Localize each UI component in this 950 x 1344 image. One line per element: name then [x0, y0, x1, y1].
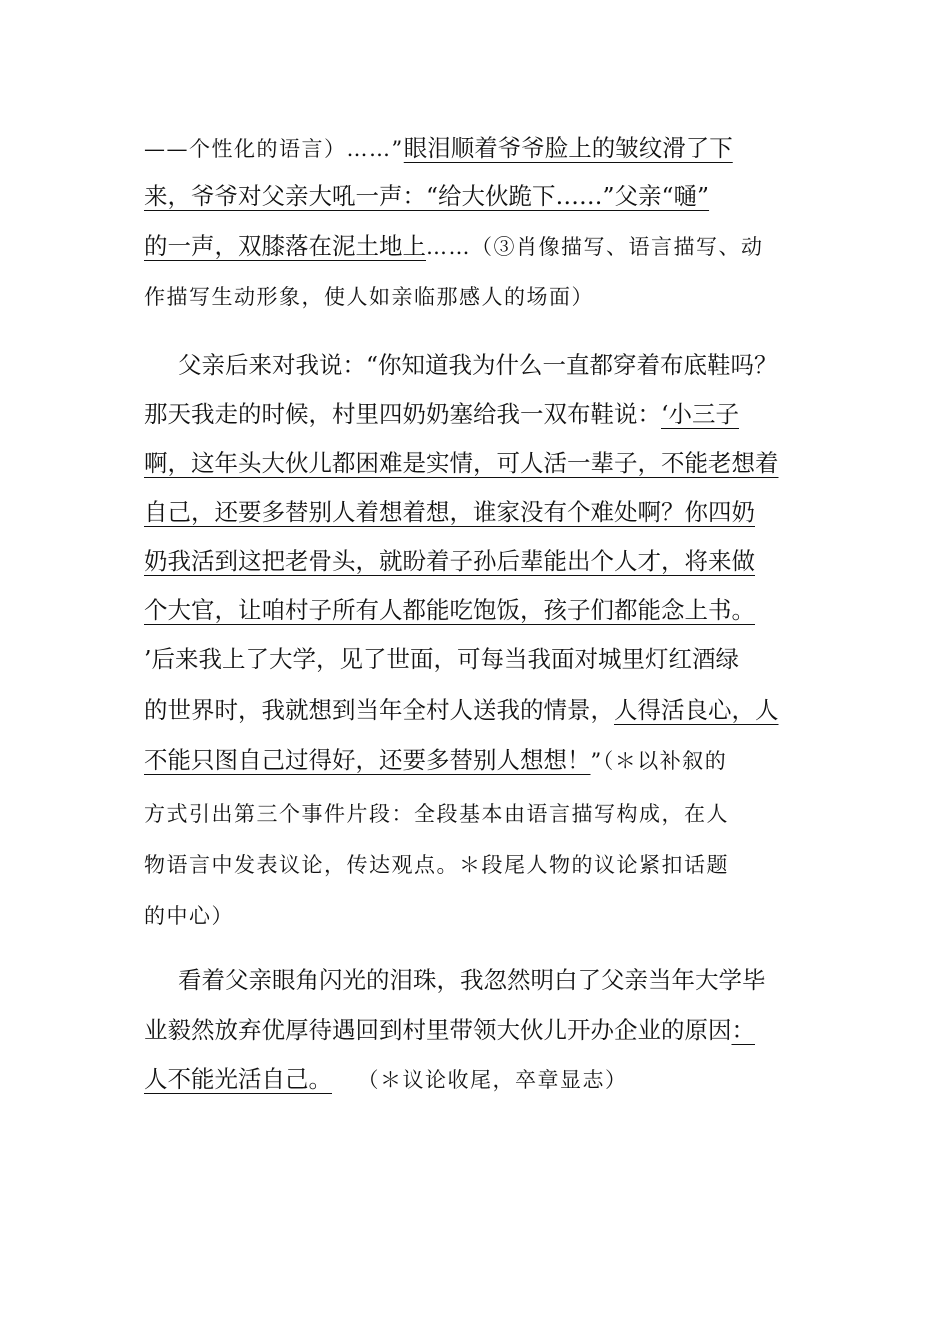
p2-line-9-underlined: 不能只图自己过得好，还要多替别人想想！ [144, 746, 591, 774]
p2-line-9-note: ”（＊以补叙的 [590, 749, 728, 773]
p2-line-6: 个大官，让咱村子所有人都能吃饱饭，孩子们都能念上书。 [144, 596, 755, 624]
p2-line-8-underlined: 人得活良心，人 [614, 696, 779, 724]
p2-line-8-plain: 的世界时，我就想到当年全村人送我的情景， [144, 696, 614, 724]
p2-line-1: 父亲后来对我说：“你知道我为什么一直都穿着布底鞋吗？ [178, 351, 778, 379]
p3-line-3-underlined: 人不能光活自己。 [144, 1065, 332, 1093]
p3-line-1: 看着父亲眼角闪光的泪珠，我忽然明白了父亲当年大学毕 [178, 966, 766, 994]
p1-line-3-underlined: 的一声，双膝落在泥土地上 [144, 232, 426, 260]
p1-line-4: 作描写生动形象，使人如亲临那感人的场面） [144, 285, 594, 309]
p2-line-2 [144, 394, 812, 434]
p1-line-1-underlined: 眼泪顺着爷爷脸上的皱纹滑了下 [403, 134, 733, 162]
p2-line-7: ’后来我上了大学，见了世面，可每当我面对城里灯红酒绿 [144, 645, 739, 673]
p2-line-9 [144, 740, 812, 780]
p2-line-11: 物语言中发表议论，传达观点。＊段尾人物的议论紧扣话题 [144, 853, 729, 877]
p2-line-2-underlined: ‘小三子 [661, 400, 739, 428]
p3-line-2-plain: 业毅然放弃优厚待遇回到村里带领大伙儿开办企业的原因 [144, 1016, 732, 1044]
p2-line-12: 的中心） [144, 904, 234, 928]
p2-line-2-plain: 那天我走的时候，村里四奶奶塞给我一双布鞋说： [144, 400, 661, 428]
p3-line-2-underlined: ： [731, 1016, 755, 1044]
p1-line-3 [144, 226, 812, 266]
p2-line-4: 自己，还要多替别人着想着想，谁家没有个难处啊？你四奶 [144, 498, 755, 526]
p2-line-10: 方式引出第三个事件片段：全段基本由语言描写构成，在人 [144, 802, 729, 826]
p1-line-3-note: ……（③肖像描写、语言描写、动 [426, 235, 764, 259]
p3-line-2 [144, 1010, 812, 1050]
p2-line-8 [144, 690, 812, 730]
p1-line-2: 来，爷爷对父亲大吼一声：“给大伙跪下……”父亲“嗵” [144, 182, 710, 210]
p1-line-1 [144, 128, 812, 168]
p1-line-1-note: ——个性化的语言）……” [144, 137, 404, 161]
p3-line-3 [144, 1059, 812, 1099]
p2-line-3: 啊，这年头大伙儿都困难是实情，可人活一辈子，不能老想着 [144, 449, 779, 477]
p2-line-5: 奶我活到这把老骨头，就盼着子孙后辈能出个人才，将来做 [144, 547, 755, 575]
p3-line-3-note: （＊议论收尾，卒章显志） [368, 1068, 628, 1092]
